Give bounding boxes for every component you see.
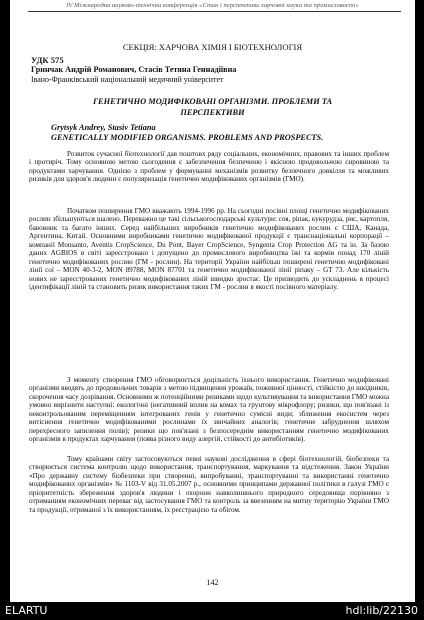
section-title: СЕКЦІЯ: ХАРЧОВА ХІМІЯ І БІОТЕХНОЛОГІЯ: [122, 42, 303, 52]
paragraph-text: З моменту створення ГМО обговорюється доцільність їхнього використання. Генетично модифіковані організми вводять до продовольчих товарів з метою підвищення урожаїв, поживної цінності, стійкістю до шкідників, скорочення часу дозрівання. Основними ж потенційними ризиками щодо культивування та використання ГМО можна умовно вирізнити наступні: екологічні (негативний вплив на комах та грунтову мікрофлору; ризики, що пов'язані із неконтрольованим переміщенням інтегрованих генів у генетично сумісні види; зближення екосистем через витіснення генетично модифікованими рослинами їх звичайних аналогів; генетичне забруднення шляхом перехресного запилення полів); ризики що пов'язані з безпосереднім використанням генетично модифікованих організмів в продуктах харчування (поява різного виду алергій, стійкості до антибіотиків).: [29, 376, 389, 444]
repository-label: ELARTU: [5, 604, 48, 617]
conference-header: IV Міжнародна науково-технічна конференція «Стан і перспективи харчової науки та промисловості»: [66, 2, 359, 9]
article-title-ukrainian: ГЕНЕТИЧНО МОДИФІКОВАНІ ОРГАНІЗМИ. ПРОБЛЕМИ ТА ПЕРСПЕКТИВИ: [92, 97, 333, 117]
document-page: [10, 0, 415, 602]
header-divider: [28, 11, 401, 12]
affiliation: Івано-Франківський національний медичний університет: [31, 75, 224, 84]
body-paragraph-4: [29, 455, 389, 514]
body-paragraph-3: [29, 376, 389, 444]
authors-ukrainian: Гринчак Андрій Романович, Стасів Тетяна Геннадіївна: [31, 65, 237, 74]
paragraph-text: Розвиток сучасної біотехнології дав поштовх ряду соціальних, економічних, правових та інших проблем і протиріч. Тому основною метою сьогодення є забезпечення безпечною і якісною продовольчою сировиною та продуктами харчування. Однією з проблем у формуванні механізмів розвитку безпечного довкілля та можливих ризиків для здоров'я людини є популяризація генетично модифікованих організмів (ГМО).: [29, 150, 389, 184]
udk-code: УДК 575: [31, 55, 64, 65]
article-title-english: GENETICALLY MODIFIED ORGANISMS. PROBLEMS AND PROSPECTS.: [51, 133, 324, 142]
body-paragraph-2: [29, 207, 389, 292]
handle-label: hdl:lib/22130: [345, 604, 418, 617]
authors-english: Grytsyk Andrey, Stasiv Tetiana: [51, 123, 156, 132]
body-paragraph-1: [29, 150, 389, 184]
paragraph-text: Тому країнами світу застосовуються певні наукові дослідження в сфері біотехнологій, біобезпеки та створюється система контролю щодо використання, транспортування, маркування та відстеження. Закон України «Про державну систему біобезпеки при створенні, випробуванні, транспортуванні та використанні генетично модифікованих організмів» № 1103-V від 31.05.2007 р., основними принципами державної політики в галузі ГМО є пріоритетність збереження здоров'я людини і охорони навколишнього природного середовища порівняно з отриманням економічних переваг від застосування ГМО та контроль за ввезенням на митну територію України ГМО та продукції, отриманої з їх використанням, їх реєстрацією та обігом.: [29, 455, 389, 514]
page-number: 142: [206, 578, 219, 587]
paragraph-text: Початком поширення ГМО вважають 1994-1996 рр. На сьогодні посівні площі генетично модифікованих рослин збільшуються шалено. Переважно це такі сільськогосподарські культури: соя, ріпак, кукурудза, рис, картопля, бавовник та багато інших. Серед найбільших виробників генетично модифікованих рослин є США, Канада, Аргентина, Китай. Основними виробниками генетично модифікованої продукції є транснаціональні корпорації – компанії Monsanto, Aventis CropScience, Du Pont, Bayer CropScience, Syngenta Crop Protection AG та ін. За базою даних AGBIOS в світі зареєстровано і допущено до промислового виробництва їжі та кормів понад 170 ліній генетично модифікованих рослин (ГМ - рослин). На території України найбільш поширені генетично модифіковані лінії сої – MON 40-3-2, MON 89788, MON 87701 та генетично модифікованої лінії ріпаку – GT 73. Але кількість нових не зареєстрованих генетично модифікованих ліній швидко зростає. Це призводить до ускладнень в процесі ідентифікації ліній та становить ризик використання таких ГМ - рослин в якості посівного матеріалу.: [29, 207, 389, 292]
